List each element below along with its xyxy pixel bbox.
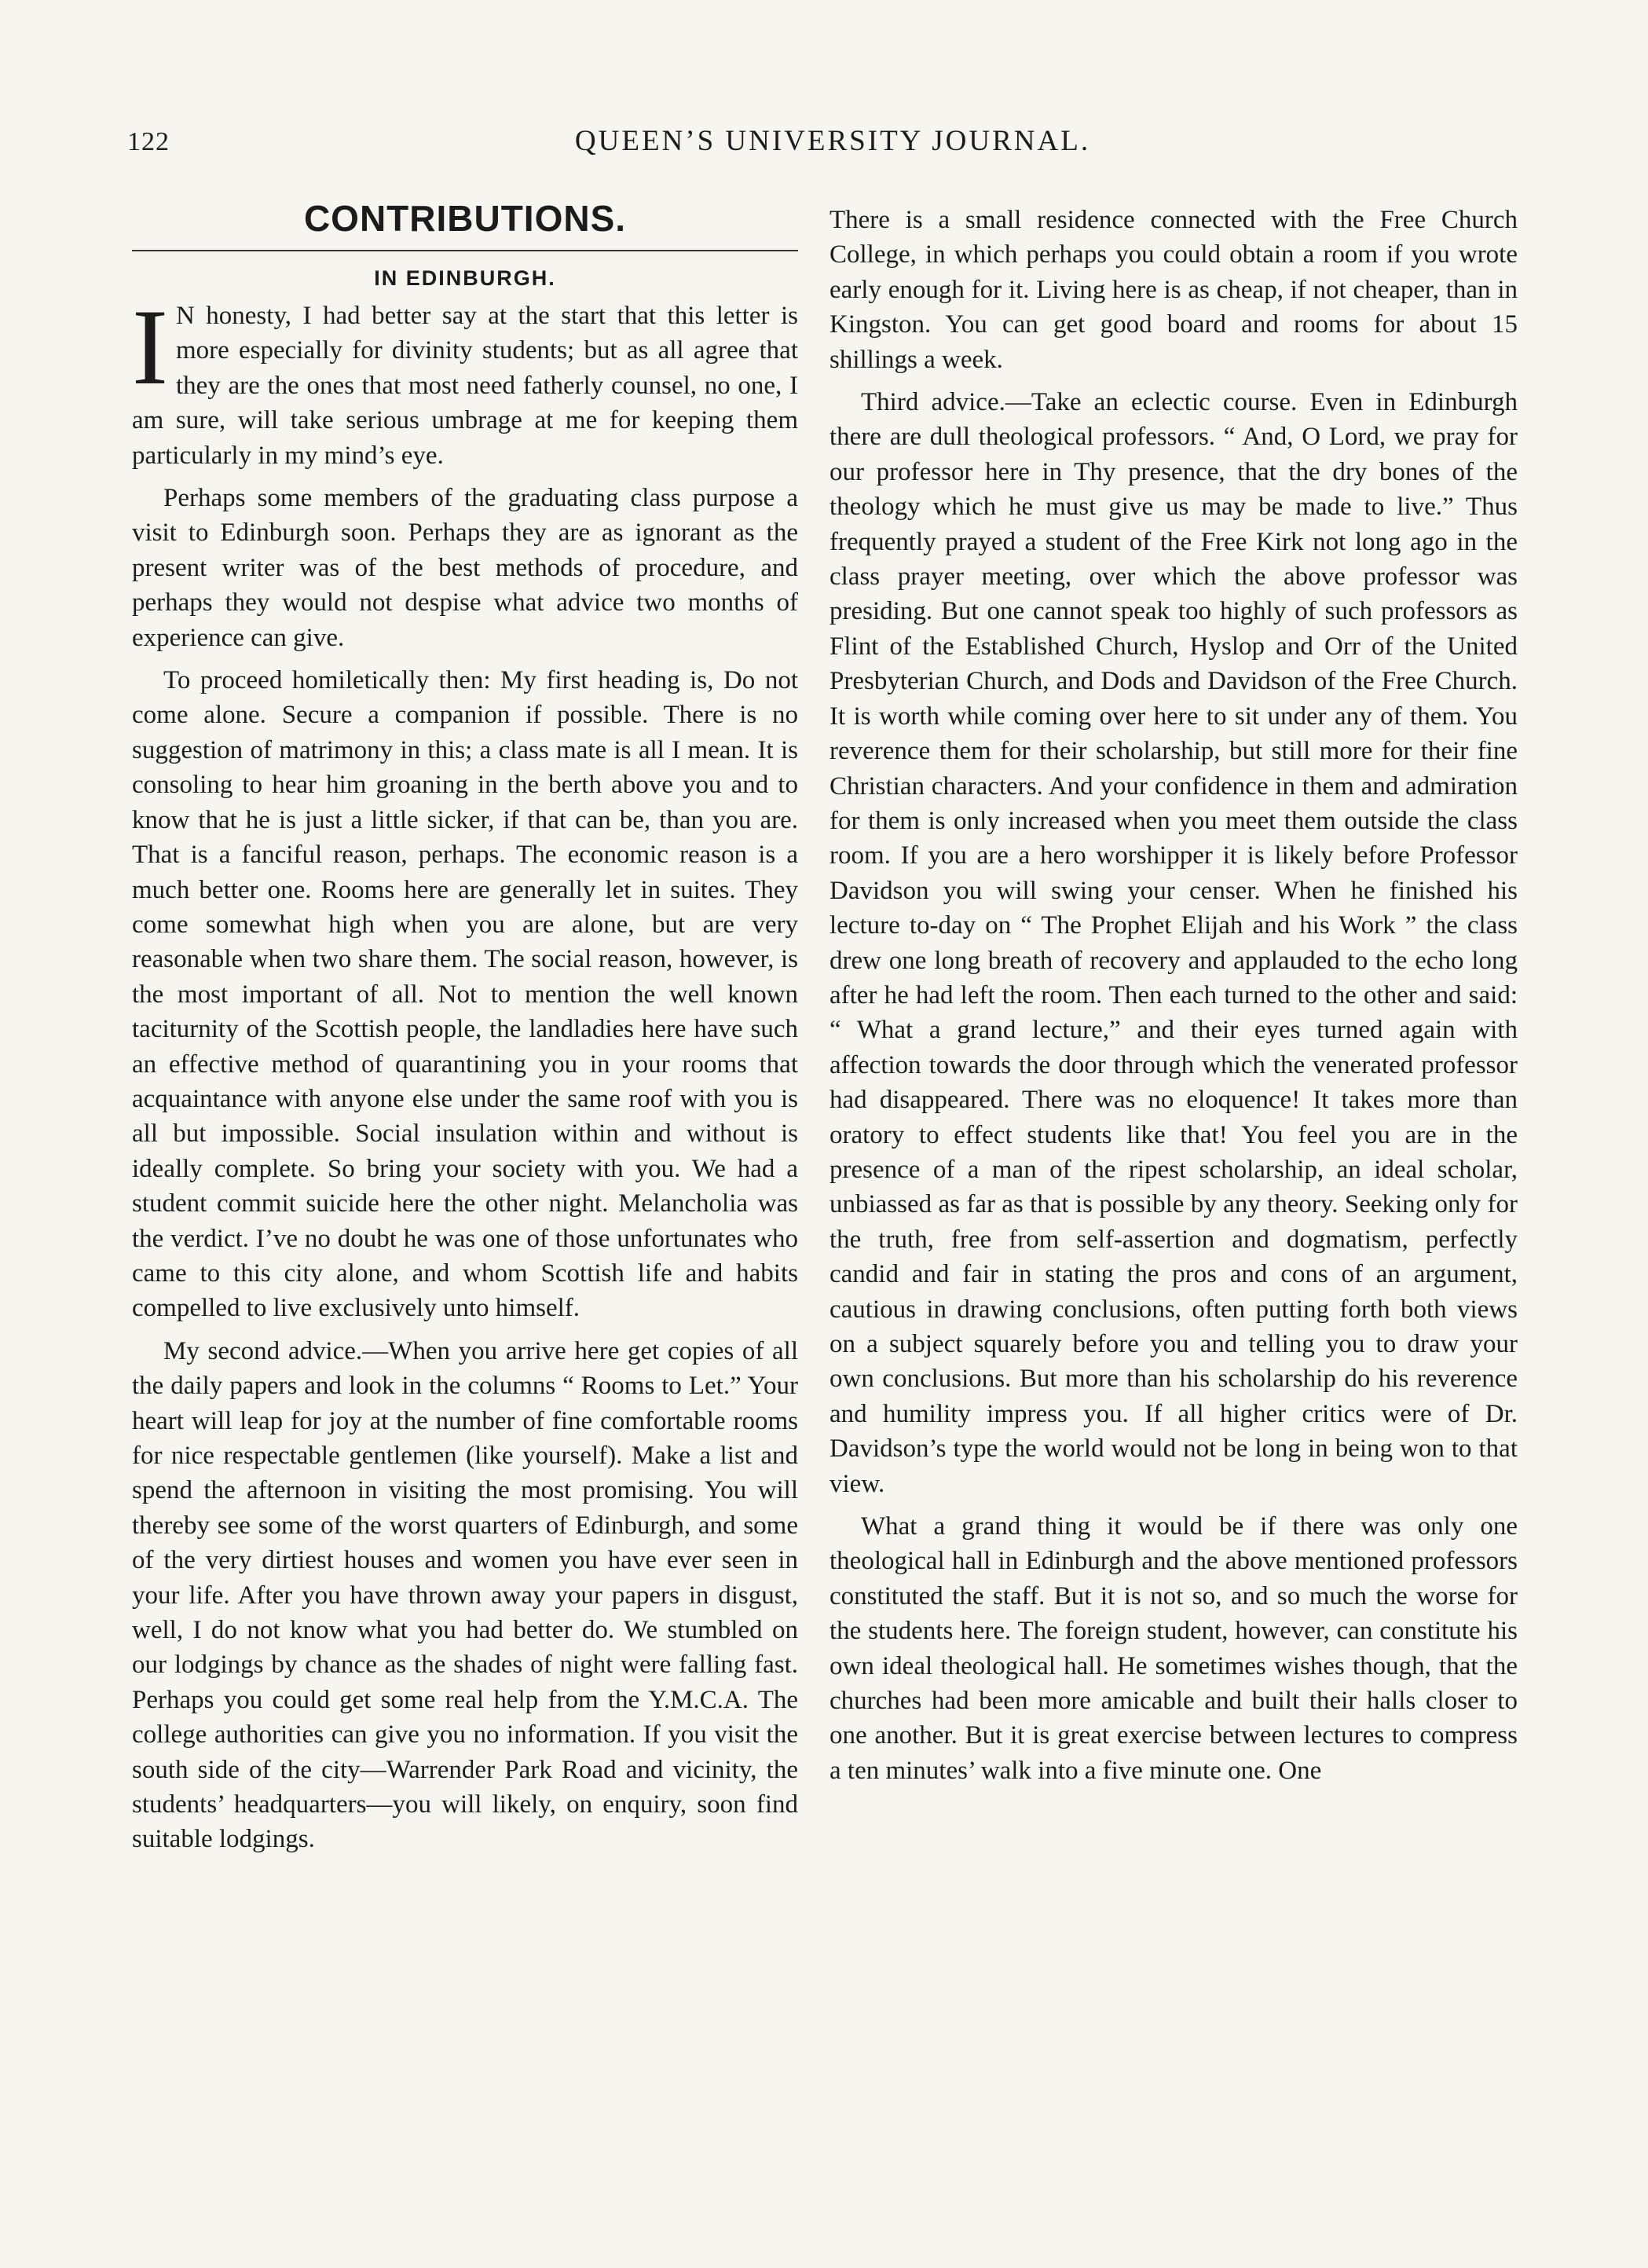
paragraph-text: N honesty, I had better say at the start that this letter is more especially for divinity students; but as all agree that they are the ones that most need fatherly counsel, no one, I am sure, will take serious umbrage at me for keeping them particularly in my mind’s eye. xyxy=(132,302,798,470)
drop-cap: I xyxy=(132,287,168,407)
running-title: QUEEN’S UNIVERSITY JOURNAL. xyxy=(574,125,1091,157)
section-title: CONTRIBUTIONS. xyxy=(303,198,627,239)
section-rule xyxy=(132,250,798,251)
page-number: 122 xyxy=(127,127,170,156)
paragraph: My second advice.—When you arrive here get copies of all the daily papers and look in the columns “ Rooms to Let.” Your heart will leap for joy at the number of fine comfortable rooms for nice respectable gentlemen (like yourself). Make a list and spend the afternoon in visiting the most promising. You will thereby see some of the worst quarters of Edinburgh, and some of the very dirtiest houses and women you have ever seen in your life. After you have thrown away your papers in disgust, well, I do not know what you had better do. We stumbled on our lodgings by chance as the shades of night were falling fast. Perhaps you could get some real help from the Y.M.C.A. The college authorities can give you no information. If you visit the south side of the city—Warrender Park Road and vicinity, the students’ headquarters—you will likely, on enquiry, soon find suitable lodgings. xyxy=(132,1336,798,1854)
article-title: IN EDINBURGH. xyxy=(374,266,556,290)
paragraph: There is a small residence connected with the Free Church College, in which perhaps you could obtain a room if you wrote early enough for it. Living here is as cheap, if not cheaper, than in Kingston. You can get good board and rooms for about 15 shillings a week. xyxy=(829,206,1518,374)
paragraph: What a grand thing it would be if there was only one theological hall in Edinburgh and the above mentioned professors constituted the staff. But it is not so, and so much the worse for the students here. The foreign student, however, can constitute his own ideal theological hall. He sometimes wishes though, that the churches had been more amicable and built their halls closer to one another. But it is great exercise between lectures to compress a ten minutes’ walk into a five minute one. One xyxy=(829,1512,1518,1785)
left-column xyxy=(132,189,798,1857)
paragraph xyxy=(132,287,798,473)
paragraph: To proceed homiletically then: My first heading is, Do not come alone. Secure a companion if possible. There is no suggestion of matrimony in this; a class mate is all I mean. It is consoling to hear him groaning in the berth above you and to know that he is just a little sicker, if that can be, than you are. That is a fanciful reason, perhaps. The economic reason is a much better one. Rooms here are generally let in suites. They come somewhat high when you are alone, but are very reasonable when two share them. The social reason, however, is the most important of all. Not to mention the well known taciturnity of the Scottish people, the landladies here have such an effective method of quarantining you in your rooms that acquaintance with anyone else under the same roof with you is all but impossible. Social insulation within and without is ideally complete. So bring your society with you. We had a student commit suicide here the other night. Melancholia was the verdict. I’ve no doubt he was one of those unfortunates who came to this city alone, and whom Scottish life and habits compelled to live exclusively unto himself. xyxy=(132,666,798,1323)
paragraph: Perhaps some members of the graduating class purpose a visit to Edinburgh soon. Perhaps they are as ignorant as the present writer was of the best methods of procedure, and perhaps they would not despise what advice two months of experience can give. xyxy=(132,484,798,652)
paragraph: Third advice.—Take an eclectic course. Even in Edinburgh there are dull theological professors. “ And, O Lord, we pray for our professor here in Thy presence, that the dry bones of the theology which he must give us may be made to live.” Thus frequently prayed a student of the Free Kirk not long ago in the class prayer meeting, over which the above professor was presiding. But one cannot speak too highly of such professors as Flint of the Established Church, Hyslop and Orr of the United Presbyterian Church, and Dods and Davidson of the Free Church. It is worth while coming over here to sit under any of them. You reverence them for their scholarship, but still more for their fine Christian characters. And your confidence in them and admiration for them is only increased when you meet them outside the class room. If you are a hero worshipper it is likely before Professor Davidson you will swing your censer. When he finished his lecture to-day on “ The Prophet Elijah and his Work ” the class drew one long breath of recovery and applauded to the echo long after he had left the room. Then each turned to the other and said: “ What a grand lecture,” and their eyes turned again with affection towards the door through which the venerated professor had disappeared. There was no eloquence! It takes more than oratory to effect students like that! You feel you are in the presence of a man of the ripest scholarship, an ideal scholar, unbiassed as far as that is possible by any theory. Seeking only for the truth, free from self-assertion and dogmatism, perfectly candid and fair in stating the pros and cons of an argument, cautious in drawing conclusions, often putting forth both views on a subject squarely before you and telling you to draw your own conclusions. But more than his scholarship do his reverence and humility impress you. If all higher critics were of Dr. Davidson’s type the world would not be long in being won to that view. xyxy=(829,388,1518,1498)
right-column xyxy=(829,203,1518,1788)
